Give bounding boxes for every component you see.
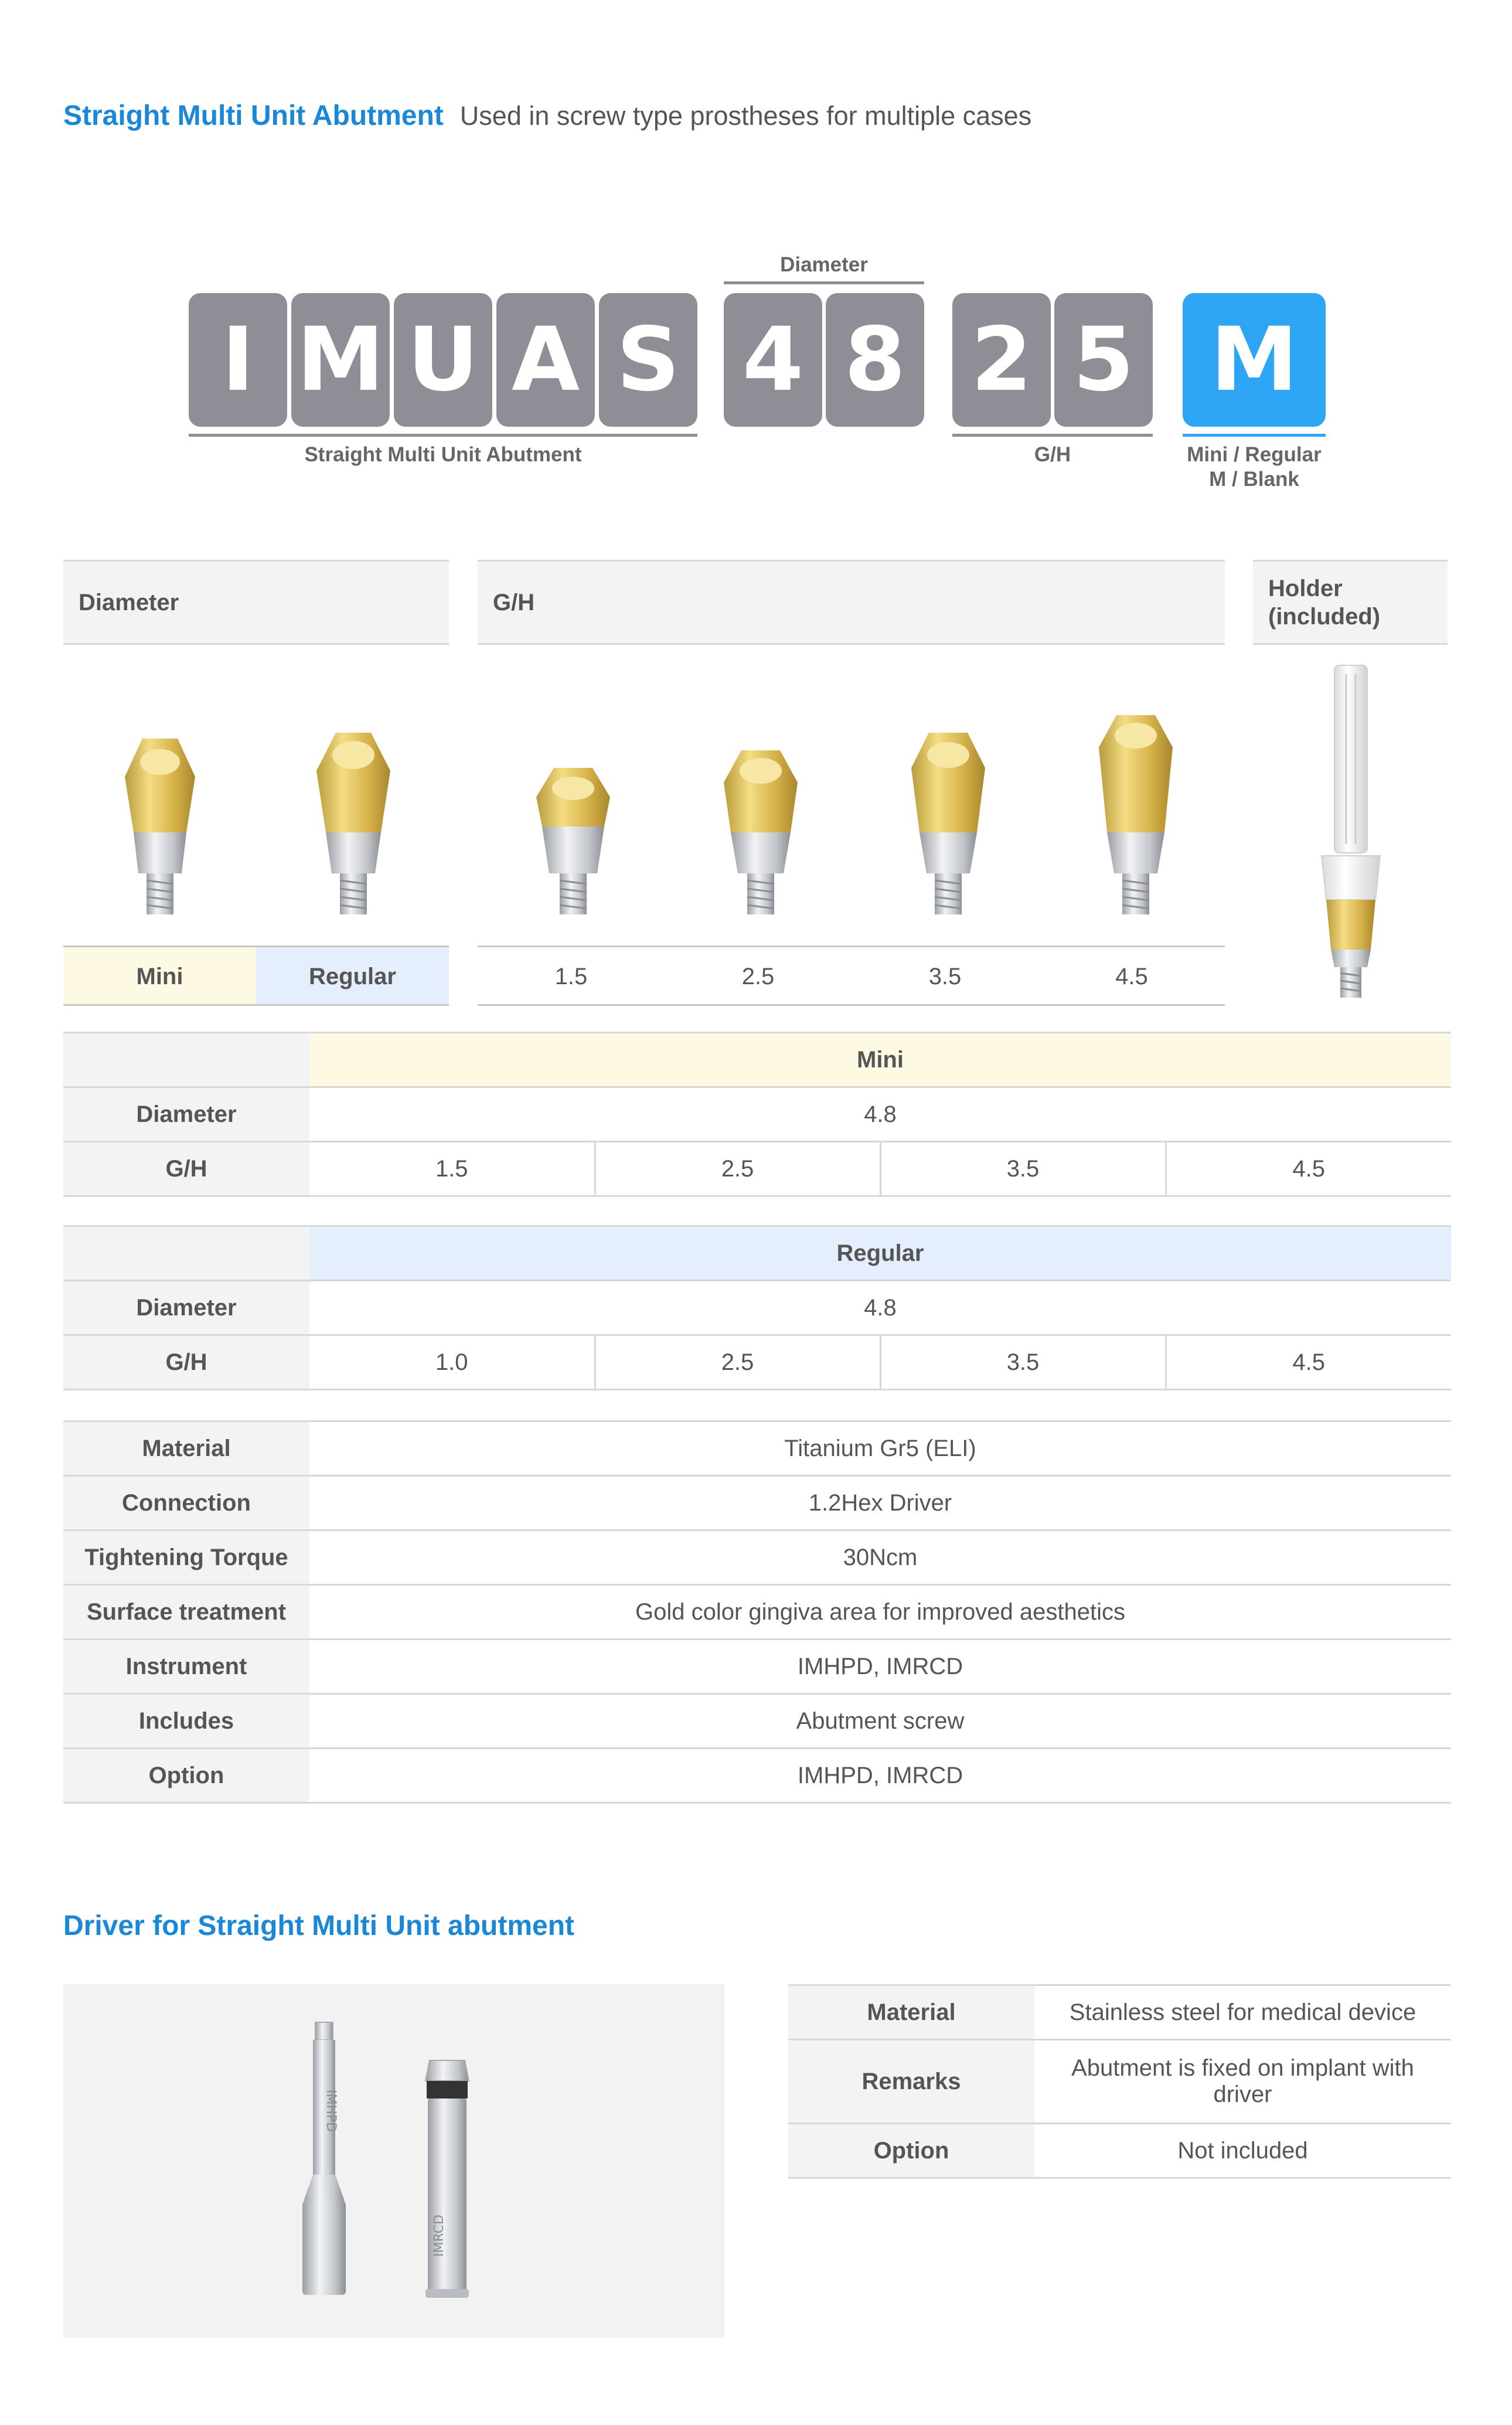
code-tile-1: I	[189, 293, 287, 427]
driver-spec-value: Abutment is fixed on implant with driver	[1034, 2040, 1451, 2124]
regular-table	[63, 1225, 1451, 1390]
driver-spec-value: Not included	[1034, 2124, 1451, 2178]
gh-label-2: 2.5	[741, 963, 775, 989]
code-line-product	[189, 434, 697, 437]
code-tile-6: 4	[724, 293, 822, 427]
driver-imrcd-image	[415, 2057, 479, 2304]
gh-label-3: 3.5	[928, 963, 962, 989]
label-row-bottom-line-gh	[478, 1004, 1225, 1006]
code-label-gh: G/H	[1034, 443, 1071, 466]
spec-label: Material	[63, 1421, 309, 1476]
code-line-gh	[952, 434, 1153, 437]
mini-gh-label: G/H	[63, 1142, 309, 1196]
regular-gh-value-2: 2.5	[595, 1335, 880, 1390]
spec-value: IMHPD, IMRCD	[309, 1640, 1451, 1694]
regular-gh-value-1: 1.0	[309, 1335, 595, 1390]
code-label-type-1: Mini / Regular	[1187, 443, 1322, 466]
mini-diameter-label: Diameter	[63, 1087, 309, 1142]
spec-label: Tightening Torque	[63, 1530, 309, 1585]
regular-table-title: Regular	[309, 1226, 1451, 1281]
diameter-label-mini: Mini	[63, 947, 256, 1006]
abutment-regular-image	[309, 727, 397, 926]
driver-engraving-imrcd: IMRCD	[432, 2215, 447, 2257]
specs-table	[63, 1420, 1451, 1804]
driver-spec-label: Remarks	[788, 2040, 1034, 2124]
driver-imhpd-image	[298, 2019, 350, 2301]
diameter-label-regular: Regular	[256, 947, 449, 1006]
mini-table	[63, 1032, 1451, 1197]
code-tile-3: U	[394, 293, 492, 427]
spec-value: Abutment screw	[309, 1694, 1451, 1749]
code-line-diameter	[724, 281, 924, 284]
driver-spec-value: Stainless steel for medical device	[1034, 1985, 1451, 2040]
regular-gh-value-4: 4.5	[1166, 1335, 1451, 1390]
diameter-header: Diameter	[63, 560, 449, 645]
code-tile-4: A	[496, 293, 595, 427]
mini-table-title: Mini	[309, 1033, 1451, 1087]
abutment-mini-image	[116, 727, 204, 926]
mini-table-corner	[63, 1033, 309, 1087]
page-subtitle: Used in screw type prostheses for multiple cases	[459, 101, 1032, 131]
abutment-gh-3-5-image	[904, 727, 992, 926]
code-label-diameter: Diameter	[780, 253, 868, 276]
driver-image-panel	[63, 1984, 724, 2338]
spec-label: Option	[63, 1749, 309, 1803]
code-line-type	[1183, 434, 1326, 437]
spec-label: Instrument	[63, 1640, 309, 1694]
page-title: Straight Multi Unit Abutment	[63, 100, 444, 131]
page-header	[63, 100, 1031, 132]
mini-gh-value-3: 3.5	[880, 1142, 1166, 1196]
driver-specs-table	[788, 1984, 1451, 2179]
spec-label: Surface treatment	[63, 1585, 309, 1640]
code-tile-7: 8	[826, 293, 924, 427]
spec-value: Gold color gingiva area for improved aesthetics	[309, 1585, 1451, 1640]
spec-value: Titanium Gr5 (ELI)	[309, 1421, 1451, 1476]
label-row-bottom-line-left	[63, 1004, 449, 1006]
spec-label: Includes	[63, 1694, 309, 1749]
gh-label-1: 1.5	[554, 963, 588, 989]
regular-diameter-value: 4.8	[309, 1281, 1451, 1335]
regular-diameter-label: Diameter	[63, 1281, 309, 1335]
code-label-product: Straight Multi Unit Abutment	[304, 443, 582, 466]
holder-header: Holder (included)	[1253, 560, 1448, 645]
spec-value: 1.2Hex Driver	[309, 1476, 1451, 1530]
spec-value: 30Ncm	[309, 1530, 1451, 1585]
mini-gh-value-1: 1.5	[309, 1142, 595, 1196]
regular-table-corner	[63, 1226, 309, 1281]
spec-value: IMHPD, IMRCD	[309, 1749, 1451, 1803]
code-tile-5: S	[599, 293, 697, 427]
code-tile-10: M	[1183, 293, 1326, 427]
driver-title: Driver for Straight Multi Unit abutment	[63, 1910, 575, 1941]
code-tile-8: 2	[952, 293, 1051, 427]
code-tile-2: M	[291, 293, 390, 427]
gh-header: G/H	[478, 560, 1225, 645]
abutment-gh-1-5-image	[529, 762, 617, 926]
abutment-gh-2-5-image	[717, 744, 805, 926]
regular-gh-value-3: 3.5	[880, 1335, 1166, 1390]
regular-gh-label: G/H	[63, 1335, 309, 1390]
gh-label-4: 4.5	[1115, 963, 1148, 989]
mini-diameter-value: 4.8	[309, 1087, 1451, 1142]
holder-image	[1316, 662, 1386, 1002]
code-label-type-2: M / Blank	[1209, 468, 1299, 491]
driver-engraving-imhpd: IMHPD	[323, 2090, 338, 2132]
driver-spec-label: Material	[788, 1985, 1034, 2040]
mini-gh-value-2: 2.5	[595, 1142, 880, 1196]
abutment-gh-4-5-image	[1092, 709, 1180, 926]
mini-gh-value-4: 4.5	[1166, 1142, 1451, 1196]
spec-label: Connection	[63, 1476, 309, 1530]
driver-spec-label: Option	[788, 2124, 1034, 2178]
code-tile-9: 5	[1054, 293, 1153, 427]
